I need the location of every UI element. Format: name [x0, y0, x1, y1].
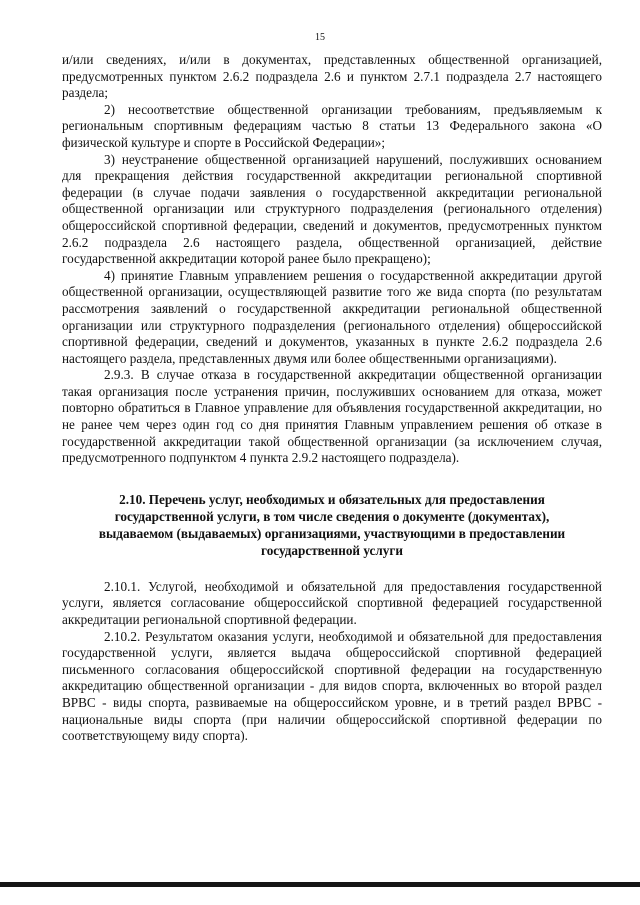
- paragraph-item-4: 4) принятие Главным управлением решения о государственной аккредитации другой общественной организации, осуществляющей развитие того же вида спорта (по результатам рассмотрения заявлений о государственной аккредитации региональной общественной организации или структурного подразделения (регионального отделения) общероссийской спортивной федерации, сведений и документов, указанных в пункте 2.6.2 подраздела 2.6 настоящего раздела, представленных двумя или более общественными организациями).: [62, 267, 602, 366]
- document-body: [62, 52, 602, 745]
- paragraph-2-10-2: 2.10.2. Результатом оказания услуги, необходимой и обязательной для предоставления государственной услуги, является выдача общероссийской спортивной федерацией письменного согласования общероссийской спортивной федерации на государственную аккредитацию общественной организации - для видов спорта, включенных во второй раздел ВРВС - виды спорта, развиваемые на общероссийском уровне, и в третий раздел ВРВС - национальные виды спорта (при наличии общероссийской спортивной федерации по соответствующему виду спорта).: [62, 628, 602, 744]
- paragraph-2-10-1: 2.10.1. Услугой, необходимой и обязательной для предоставления государственной услуги, является согласование общероссийской спортивной федерацией государственной аккредитации региональной спортивной федерации.: [62, 578, 602, 628]
- bottom-scan-border: [0, 882, 640, 887]
- paragraph-item-2: 2) несоответствие общественной организации требованиям, предъявляемым к региональным спортивным федерациям частью 8 статьи 13 Федерального закона «О физической культуре и спорте в Российской Федерации»;: [62, 101, 602, 150]
- paragraph-2-9-3: 2.9.3. В случае отказа в государственной аккредитации общественной организации такая организация после устранения причин, послуживших основанием для отказа, может повторно обратиться в Главное управление для объявления государственной аккредитации, но не ранее чем через один год со дня принятия Главным управлением решения об отказе в государственной аккредитации такой общественной организации (за исключением случая, предусмотренного подпунктом 4 пункта 2.9.2 настоящего подраздела).: [62, 367, 602, 466]
- paragraph-item-3: 3) неустранение общественной организацией нарушений, послуживших основанием для прекращения действия государственной аккредитации региональной спортивной федерации (в случае подачи заявления о государственной аккредитации региональной общественной организации или структурного подразделения (регионального отделения) общероссийской спортивной федерации, сведений и документов, предусмотренных пунктом 2.6.2 подраздела 2.6 настоящего раздела, общественной организацией, действие государственной аккредитации которой ранее было прекращено);: [62, 151, 602, 267]
- section-heading-2-10: 2.10. Перечень услуг, необходимых и обязательных для предоставления государственной услуги, в том числе сведения о документе (документах), выдаваемом (выдаваемых) организациями, участвующими в предоставлении государственной услуги: [98, 491, 566, 558]
- paragraph-continuation: и/или сведениях, и/или в документах, представленных общественной организацией, предусмотренных пунктом 2.6.2 подраздела 2.6 и пунктом 2.7.1 подраздела 2.7 настоящего раздела;: [62, 52, 602, 101]
- page-number: 15: [315, 32, 325, 43]
